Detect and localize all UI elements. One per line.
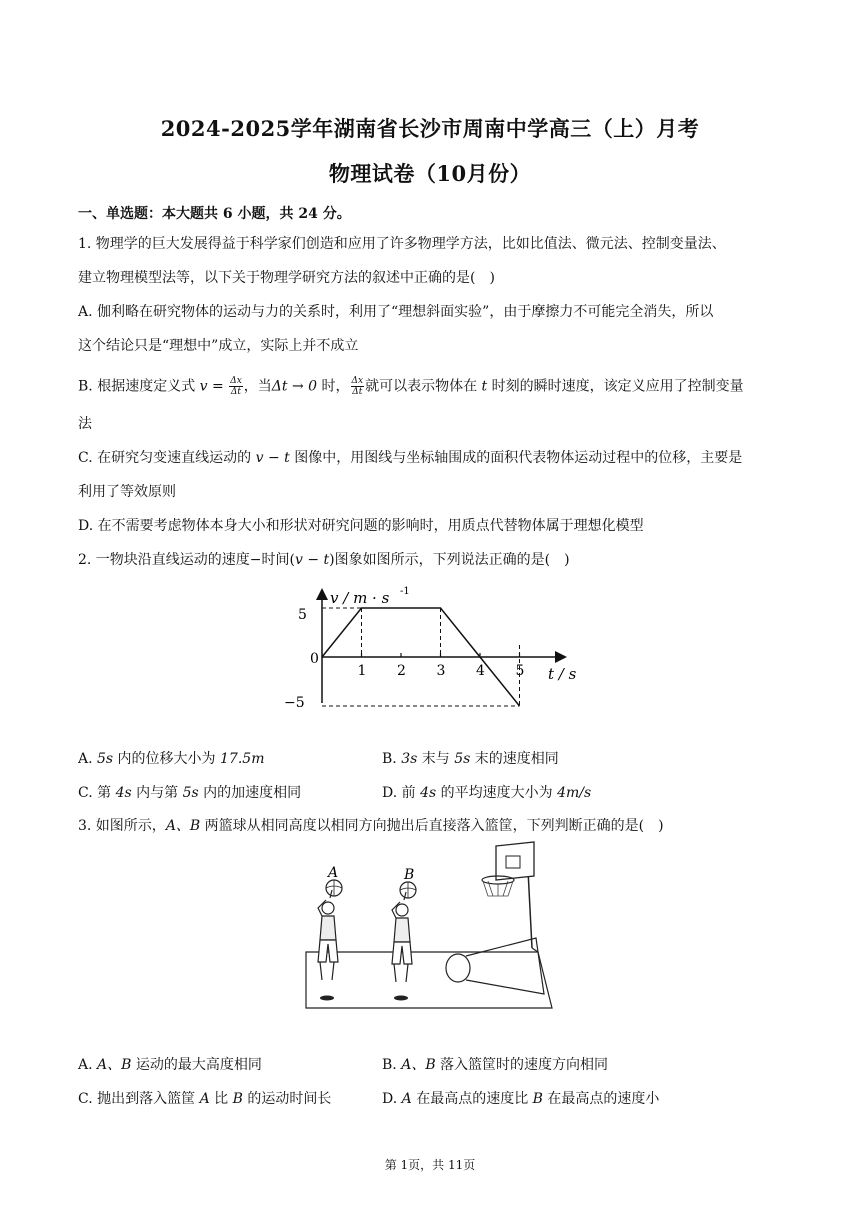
q3-stem-post: 两篮球从相同高度以相同方向抛出后直接落入篮筐，下列判断正确的是( ) bbox=[200, 818, 664, 834]
q3-stem-ab: A、B bbox=[165, 818, 201, 834]
q2-d-pre: D. 前 bbox=[382, 785, 421, 801]
x-tick-label-5: 5 bbox=[515, 663, 525, 679]
q2-c-post: 内的加速度相同 bbox=[198, 785, 302, 801]
q2-b-time2: 5s bbox=[454, 751, 471, 767]
q1-c-symbol-vt: v − t bbox=[255, 450, 290, 466]
q3-a-post: 运动的最大高度相同 bbox=[131, 1057, 262, 1073]
q1-option-c-line1 bbox=[78, 448, 784, 468]
y-tick-5: 5 bbox=[298, 607, 307, 623]
q1-option-c-line2: 利用了等效原则 bbox=[78, 484, 176, 500]
q1-stem-line2: 建立物理模型法等，以下关于物理学研究方法的叙述中正确的是( ) bbox=[78, 270, 495, 286]
player-a-head bbox=[322, 902, 334, 914]
q1-b-fraction-num: Δx bbox=[230, 376, 242, 386]
player-b-head bbox=[396, 904, 408, 916]
court-circle bbox=[446, 954, 470, 982]
y-axis-label: v / m · s bbox=[330, 589, 390, 607]
q1-b-symbol-v: v bbox=[199, 378, 208, 395]
exam-title: 2024-2025学年湖南省长沙市周南中学高三（上）月考 bbox=[160, 116, 700, 141]
section-heading: 一、单选题：本大题共 6 小题，共 24 分。 bbox=[78, 206, 351, 222]
q3-a-ab: A、B bbox=[97, 1057, 132, 1073]
q3-b-ab: A、B bbox=[401, 1057, 436, 1073]
q3-b-pre: B. bbox=[382, 1057, 402, 1073]
player-a-legs bbox=[318, 940, 338, 962]
q3-c-mid: 比 bbox=[209, 1091, 233, 1107]
q1-b-fraction bbox=[229, 376, 243, 397]
x-tick-label-3: 3 bbox=[436, 663, 446, 679]
q1-stem-line1: 1. 物理学的巨大发展得益于科学家们创造和应用了许多物理学方法，比如比值法、微元法、控制变量法、 bbox=[78, 236, 726, 252]
q2-stem-vt: v − t bbox=[295, 552, 330, 568]
q2-b-pre: B. bbox=[382, 751, 402, 767]
q2-option-c bbox=[78, 782, 301, 802]
q3-stem-pre: 3. 如图所示， bbox=[78, 818, 166, 834]
q3-option-b bbox=[382, 1054, 608, 1074]
q2-c-time2: 5s bbox=[182, 785, 199, 801]
q3-c-pre: C. 抛出到落入篮筐 bbox=[78, 1091, 200, 1107]
q1-option-b-line2: 法 bbox=[78, 416, 92, 432]
q1-b-text-pre: B. 根据速度定义式 bbox=[78, 378, 200, 395]
y-axis-label-exp: -1 bbox=[400, 586, 410, 597]
q3-d-a: A bbox=[401, 1091, 412, 1107]
q2-b-time1: 3s bbox=[401, 751, 418, 767]
q3-b-post: 落入篮筐时的速度方向相同 bbox=[435, 1057, 609, 1073]
q3-c-a: A bbox=[199, 1091, 210, 1107]
q1-b-fraction-den: Δt bbox=[230, 387, 242, 397]
q1-b-text-post: 时刻的瞬时速度，该定义应用了控制变量 bbox=[487, 378, 744, 395]
q3-stem bbox=[78, 816, 784, 836]
q1-b-fraction2-den: Δt bbox=[352, 387, 363, 397]
q3-option-d bbox=[382, 1088, 659, 1108]
q2-option-d bbox=[382, 782, 591, 802]
q1-option-a-line2: 这个结论只是“理想中”成立，实际上并不成立 bbox=[78, 338, 359, 354]
q2-stem-post: )图象如图所示，下列说法正确的是( ) bbox=[329, 552, 570, 568]
q3-option-a bbox=[78, 1054, 262, 1074]
q2-a-time: 5s bbox=[97, 751, 114, 767]
q3-option-c bbox=[78, 1088, 331, 1108]
q1-c-text-post: 图像中，用图线与坐标轴围成的面积代表物体运动过程中的位移，主要是 bbox=[289, 450, 743, 466]
x-tick-label-4: 4 bbox=[476, 663, 485, 679]
player-a-body bbox=[320, 916, 336, 940]
player-a-shins bbox=[320, 962, 334, 980]
q2-stem-pre: 2. 一物块沿直线运动的速度−时间( bbox=[78, 552, 295, 568]
q2-c-pre: C. 第 bbox=[78, 785, 116, 801]
q1-b-text-mid2: 时， bbox=[317, 378, 350, 395]
q1-b-text-mid3: 就可以表示物体在 bbox=[365, 378, 482, 395]
q2-a-value: 17.5m bbox=[220, 751, 265, 767]
q2-d-time: 4s bbox=[420, 785, 437, 801]
q2-b-mid: 末与 bbox=[417, 751, 455, 767]
q3-a-pre: A. bbox=[78, 1057, 98, 1073]
q1-option-b-line1 bbox=[78, 376, 784, 397]
q2-a-mid: 内的位移大小为 bbox=[113, 751, 221, 767]
page-footer: 第 1页，共 11页 bbox=[384, 1158, 476, 1172]
q2-option-a bbox=[78, 748, 264, 768]
origin-label: 0 bbox=[310, 651, 319, 667]
q2-d-value: 4m/s bbox=[557, 785, 592, 801]
exam-subtitle: 物理试卷（10月份） bbox=[328, 161, 532, 186]
player-a bbox=[318, 865, 342, 1001]
basketball-figure bbox=[298, 840, 560, 1018]
q3-d-pre: D. bbox=[382, 1091, 402, 1107]
y-tick-neg5: −5 bbox=[284, 695, 305, 711]
player-b-shins bbox=[394, 964, 408, 982]
q2-a-pre: A. bbox=[78, 751, 98, 767]
label-b: B bbox=[404, 867, 415, 883]
q1-c-text-pre: C. 在研究匀变速直线运动的 bbox=[78, 450, 256, 466]
q3-c-b: B bbox=[232, 1091, 243, 1107]
player-b-legs bbox=[392, 942, 412, 964]
x-tick-label-2: 2 bbox=[397, 663, 406, 679]
q1-b-text-mid1: ，当 bbox=[243, 378, 272, 395]
x-tick-label-1: 1 bbox=[357, 663, 367, 679]
q2-b-post: 末的速度相同 bbox=[470, 751, 559, 767]
q2-c-mid: 内与第 bbox=[131, 785, 183, 801]
q1-b-fraction2-num: Δx bbox=[351, 376, 364, 386]
court-outline bbox=[306, 952, 552, 1008]
q3-d-mid: 在最高点的速度比 bbox=[411, 1091, 533, 1107]
q2-stem bbox=[78, 550, 784, 570]
q1-b-eq: = bbox=[207, 378, 229, 395]
label-a: A bbox=[328, 865, 339, 881]
q3-d-post: 在最高点的速度小 bbox=[542, 1091, 660, 1107]
q2-option-b bbox=[382, 748, 559, 768]
player-b bbox=[392, 867, 416, 1001]
q1-option-a-line1: A. 伽利略在研究物体的运动与力的关系时，利用了“理想斜面实验”，由于摩擦力不可能完全消失，所以 bbox=[78, 304, 714, 320]
player-b-body bbox=[394, 918, 410, 942]
q2-c-time1: 4s bbox=[115, 785, 132, 801]
q1-option-d: D. 在不需要考虑物体本身大小和形状对研究问题的影响时，用质点代替物体属于理想化模型 bbox=[78, 518, 644, 534]
hoop-pole bbox=[528, 870, 532, 948]
q2-d-mid: 的平均速度大小为 bbox=[436, 785, 558, 801]
q3-d-b: B bbox=[532, 1091, 543, 1107]
q1-b-symbol-t: t bbox=[481, 378, 488, 395]
player-b-shadow bbox=[394, 996, 408, 1001]
q1-b-fraction-2 bbox=[351, 376, 365, 397]
q3-c-post: 的运动时间长 bbox=[242, 1091, 332, 1107]
vt-graph bbox=[276, 583, 586, 713]
x-axis-label: t / s bbox=[548, 665, 577, 683]
backboard bbox=[496, 842, 534, 880]
player-a-shadow bbox=[320, 996, 334, 1001]
q1-b-condition: Δt → 0 bbox=[271, 378, 318, 395]
